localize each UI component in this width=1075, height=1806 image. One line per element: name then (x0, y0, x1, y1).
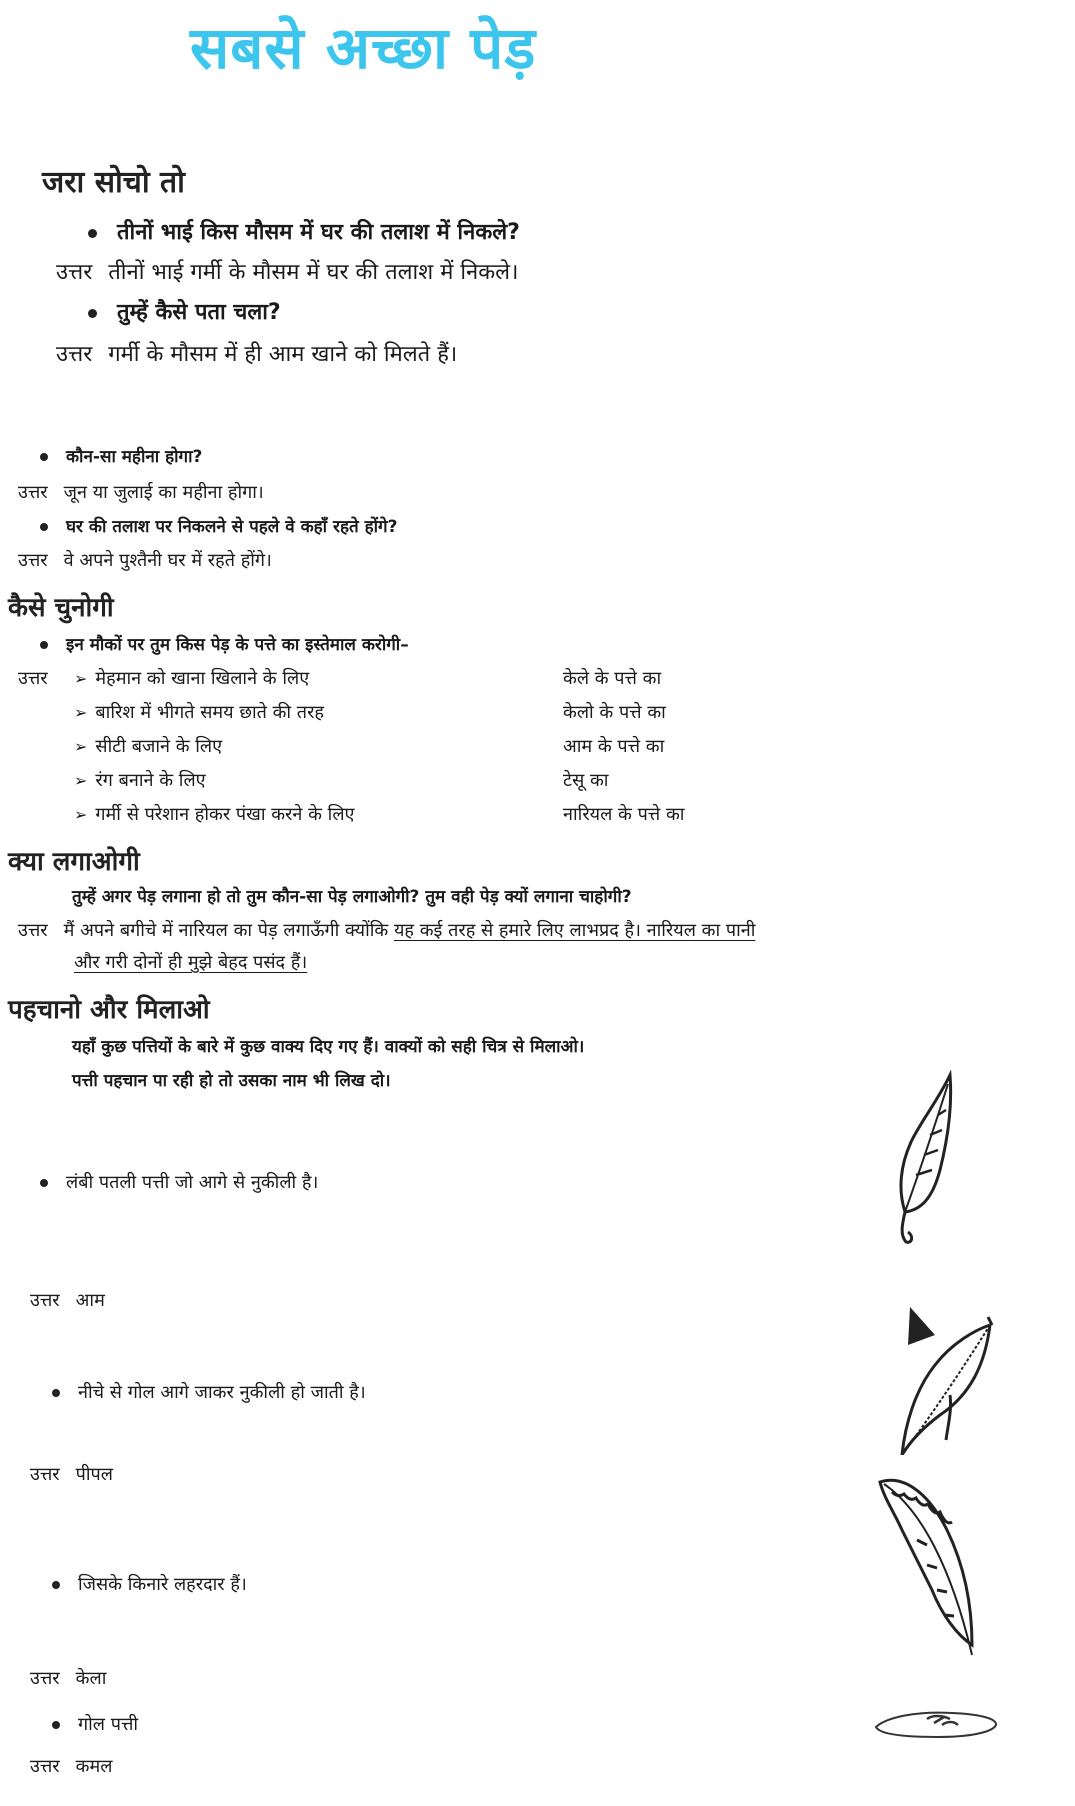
choose-row-2-leaf: केलो के पत्ते का (563, 702, 666, 723)
choose-row-4-occasion: ➢ रंग बनाने के लिए (74, 770, 206, 791)
question-3: कौन-सा महीना होगा? (40, 444, 202, 467)
choose-row-5-leaf: नारियल के पत्ते का (563, 804, 685, 825)
bullet-icon (52, 1581, 60, 1589)
match-answer-1: उत्तर आम (30, 1290, 105, 1311)
choose-row-1-occasion: ➢ मेहमान को खाना खिलाने के लिए (74, 668, 310, 689)
match-instruction-2: पत्ती पहचान पा रही हो तो उसका नाम भी लिख दो। (72, 1071, 391, 1091)
bullet-icon (88, 309, 97, 318)
bullet-icon (52, 1389, 60, 1397)
match-answer-3: उत्तर केला (30, 1668, 107, 1689)
arrow-bullet-icon: ➢ (74, 805, 88, 824)
match-instruction-1: यहाँ कुछ पत्तियों के बारे में कुछ वाक्य दिए गए हैं। वाक्यों को सही चित्र से मिलाओ। (72, 1037, 585, 1057)
question-1: तीनों भाई किस मौसम में घर की तलाश में निकले? (88, 216, 520, 246)
plant-question: तुम्हें अगर पेड़ लगाना हो तो तुम कौन-सा पेड़ लगाओगी? तुम वही पेड़ क्यों लगाना चाहोगी? (72, 887, 632, 907)
choose-row-1-leaf: केले के पत्ते का (563, 668, 662, 689)
answer-label: उत्तर (30, 1668, 60, 1689)
section-heading-match: पहचानो और मिलाओ (8, 995, 210, 1025)
answer-1: उत्तर तीनों भाई गर्मी के मौसम में घर की तलाश में निकले। (56, 256, 518, 286)
section-heading-plant: क्या लगाओगी (8, 847, 140, 877)
match-answer-4: उत्तर कमल (30, 1756, 113, 1777)
round-leaf-icon (872, 1705, 1002, 1745)
bullet-icon (40, 453, 48, 461)
question-4: घर की तलाश पर निकलने से पहले वे कहाँ रहते होंगे? (40, 514, 397, 537)
answer-label: उत्तर (18, 550, 48, 571)
answer-label: उत्तर (56, 260, 93, 285)
answer-label: उत्तर (30, 1290, 60, 1311)
bullet-icon (52, 1721, 60, 1729)
question-2: तुम्हें कैसे पता चला? (88, 296, 281, 326)
choose-answer-label: उत्तर (18, 668, 48, 689)
choose-row-4-leaf: टेसू का (563, 770, 609, 791)
underlined-text: यह कई तरह से हमारे लिए लाभप्रद है। नारियल का पानी (393, 920, 756, 941)
match-answer-2: उत्तर पीपल (30, 1464, 113, 1485)
peepal-leaf-icon (880, 1070, 960, 1250)
answer-3: उत्तर जून या जुलाई का महीना होगा। (18, 482, 264, 503)
match-item-1: लंबी पतली पत्ती जो आगे से नुकीली है। (40, 1170, 318, 1194)
bullet-icon (88, 229, 97, 238)
arrow-bullet-icon: ➢ (74, 771, 88, 790)
arrow-bullet-icon: ➢ (74, 669, 88, 688)
answer-label: उत्तर (30, 1756, 60, 1777)
arrow-bullet-icon: ➢ (74, 737, 88, 756)
section-heading-think: जरा सोचो तो (42, 165, 185, 200)
page-title: सबसे अच्छा पेड़ (190, 14, 537, 82)
choose-row-2-occasion: ➢ बारिश में भीगते समय छाते की तरह (74, 702, 324, 723)
underlined-text: और गरी दोनों ही मुझे बेहद पसंद हैं। (74, 952, 308, 973)
answer-label: उत्तर (18, 482, 48, 503)
arrow-bullet-icon: ➢ (74, 703, 88, 722)
bullet-icon (40, 641, 48, 649)
section-heading-choose: कैसे चुनोगी (8, 593, 114, 623)
answer-label: उत्तर (30, 1464, 60, 1485)
choose-row-3-leaf: आम के पत्ते का (563, 736, 665, 757)
match-item-4: गोल पत्ती (52, 1712, 138, 1736)
answer-4: उत्तर वे अपने पुश्तैनी घर में रहते होंगे। (18, 550, 272, 571)
choose-row-3-occasion: ➢ सीटी बजाने के लिए (74, 736, 223, 757)
bullet-icon (40, 523, 48, 531)
answer-label: उत्तर (18, 920, 48, 941)
pointed-leaf-icon (890, 1295, 1000, 1455)
choose-question: इन मौकों पर तुम किस पेड़ के पत्ते का इस्तेमाल करोगी– (40, 632, 409, 655)
plant-answer-line-1: उत्तर मैं अपने बगीचे में नारियल का पेड़ लगाऊँगी क्योंकि यह कई तरह से हमारे लिए लाभप्रद है। नारियल का पानी (18, 920, 756, 941)
choose-row-5-occasion: ➢ गर्मी से परेशान होकर पंखा करने के लिए (74, 804, 355, 825)
wavy-edge-leaf-icon (872, 1470, 992, 1660)
answer-label: उत्तर (56, 342, 93, 367)
match-item-2: नीचे से गोल आगे जाकर नुकीली हो जाती है। (52, 1380, 366, 1404)
match-item-3: जिसके किनारे लहरदार हैं। (52, 1572, 247, 1596)
plant-answer-line-2 (74, 950, 307, 974)
bullet-icon (40, 1179, 48, 1187)
answer-2: उत्तर गर्मी के मौसम में ही आम खाने को मिलते हैं। (56, 338, 457, 368)
